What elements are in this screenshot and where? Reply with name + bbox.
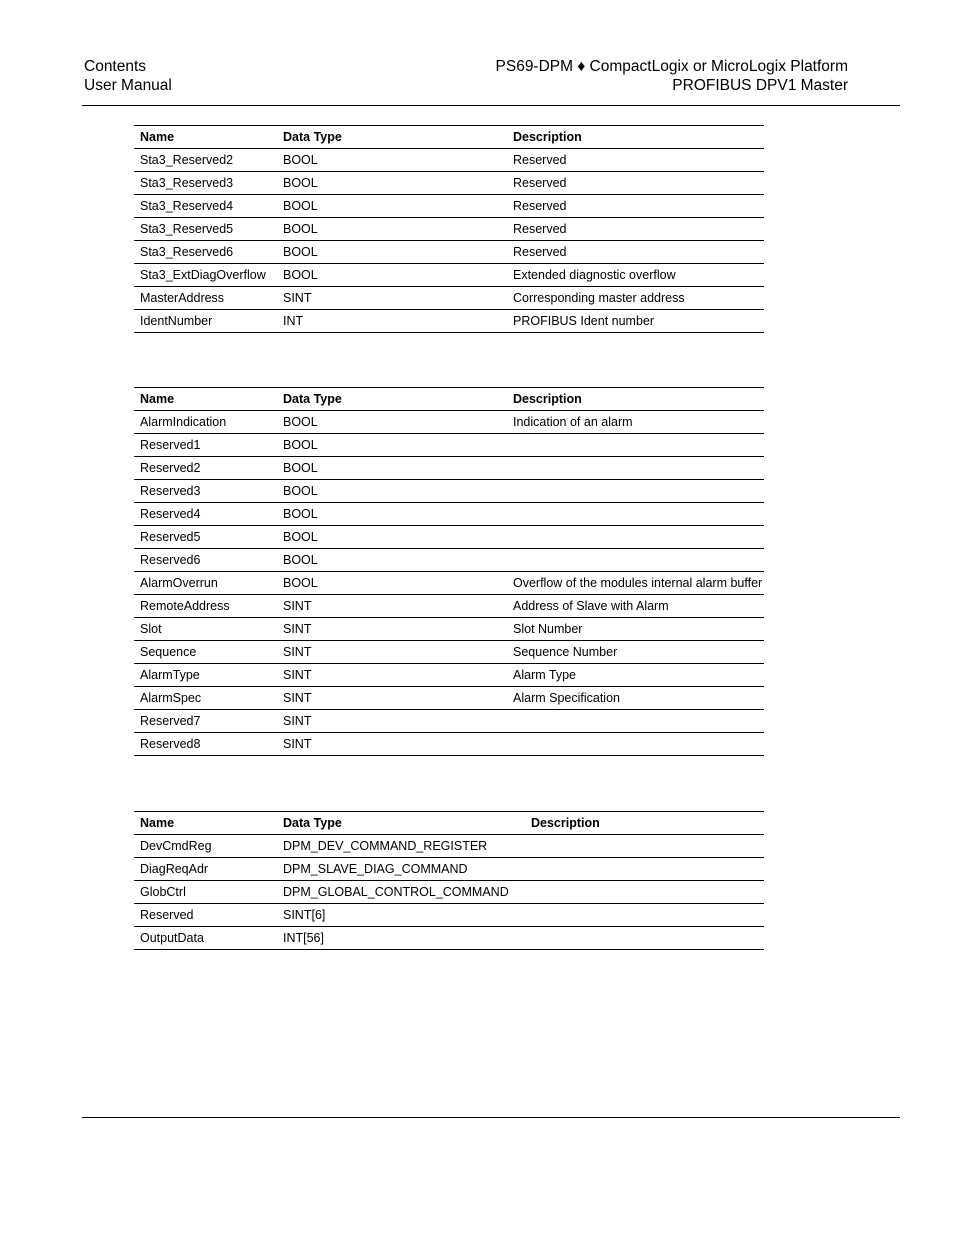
table-header-row	[134, 812, 764, 835]
cell-data-type: BOOL	[277, 264, 507, 287]
cell-data-type: BOOL	[277, 411, 507, 434]
cell-name: AlarmIndication	[134, 411, 277, 434]
cell-name: Sequence	[134, 641, 277, 664]
cell-data-type: SINT	[277, 664, 507, 687]
column-header: Data Type	[277, 812, 525, 835]
cell-description: Overflow of the modules internal alarm buffer	[507, 572, 764, 595]
cell-name: AlarmSpec	[134, 687, 277, 710]
cell-name: Reserved5	[134, 526, 277, 549]
data-table	[134, 125, 764, 333]
table-row	[134, 904, 764, 927]
table-row	[134, 687, 764, 710]
cell-data-type: DPM_GLOBAL_CONTROL_COMMAND	[277, 881, 525, 904]
cell-name: IdentNumber	[134, 310, 277, 333]
cell-data-type: DPM_DEV_COMMAND_REGISTER	[277, 835, 525, 858]
column-header: Description	[507, 126, 764, 149]
cell-data-type: SINT	[277, 287, 507, 310]
table-row	[134, 710, 764, 733]
cell-name: Reserved7	[134, 710, 277, 733]
cell-description	[507, 733, 764, 756]
cell-data-type: BOOL	[277, 218, 507, 241]
cell-description	[525, 927, 764, 950]
cell-description	[507, 434, 764, 457]
cell-data-type: BOOL	[277, 526, 507, 549]
header-product-title: PS69-DPM ♦ CompactLogix or MicroLogix Platform	[495, 58, 848, 75]
column-header: Name	[134, 126, 277, 149]
table-row	[134, 434, 764, 457]
cell-data-type: SINT	[277, 641, 507, 664]
cell-description: Reserved	[507, 149, 764, 172]
data-table	[134, 811, 764, 950]
cell-description: Sequence Number	[507, 641, 764, 664]
cell-name: Reserved3	[134, 480, 277, 503]
cell-name: Sta3_Reserved2	[134, 149, 277, 172]
cell-description: Slot Number	[507, 618, 764, 641]
cell-name: Slot	[134, 618, 277, 641]
cell-data-type: BOOL	[277, 241, 507, 264]
cell-name: Reserved1	[134, 434, 277, 457]
table-row	[134, 149, 764, 172]
cell-data-type: BOOL	[277, 457, 507, 480]
cell-description	[525, 835, 764, 858]
cell-name: AlarmType	[134, 664, 277, 687]
table-row	[134, 835, 764, 858]
cell-description: Indication of an alarm	[507, 411, 764, 434]
table-row	[134, 241, 764, 264]
cell-description: Reserved	[507, 241, 764, 264]
cell-data-type: BOOL	[277, 149, 507, 172]
cell-name: RemoteAddress	[134, 595, 277, 618]
data-table	[134, 387, 764, 756]
table-row	[134, 641, 764, 664]
table-row	[134, 480, 764, 503]
cell-name: Sta3_Reserved6	[134, 241, 277, 264]
header-right	[496, 57, 848, 95]
cell-description	[525, 904, 764, 927]
footer-divider	[82, 1117, 900, 1118]
table-row	[134, 572, 764, 595]
cell-data-type: SINT	[277, 733, 507, 756]
header-left	[84, 57, 172, 95]
header-document-type: User Manual	[84, 77, 172, 94]
cell-data-type: BOOL	[277, 572, 507, 595]
table-row	[134, 218, 764, 241]
column-header: Name	[134, 388, 277, 411]
table-header-row	[134, 388, 764, 411]
cell-name: Reserved8	[134, 733, 277, 756]
table-row	[134, 595, 764, 618]
table-header-row	[134, 126, 764, 149]
cell-data-type: BOOL	[277, 195, 507, 218]
cell-name: Reserved6	[134, 549, 277, 572]
cell-name: Sta3_ExtDiagOverflow	[134, 264, 277, 287]
cell-data-type: DPM_SLAVE_DIAG_COMMAND	[277, 858, 525, 881]
cell-description	[525, 858, 764, 881]
header-divider	[82, 105, 900, 106]
cell-name: AlarmOverrun	[134, 572, 277, 595]
cell-description	[507, 457, 764, 480]
cell-description	[507, 710, 764, 733]
cell-data-type: BOOL	[277, 549, 507, 572]
table-row	[134, 264, 764, 287]
cell-data-type: INT	[277, 310, 507, 333]
cell-description: Corresponding master address	[507, 287, 764, 310]
cell-description: Extended diagnostic overflow	[507, 264, 764, 287]
column-header: Data Type	[277, 388, 507, 411]
table-row	[134, 881, 764, 904]
table-row	[134, 549, 764, 572]
column-header: Name	[134, 812, 277, 835]
table-row	[134, 733, 764, 756]
cell-description: Reserved	[507, 218, 764, 241]
cell-description	[507, 526, 764, 549]
table-row	[134, 195, 764, 218]
table-row	[134, 310, 764, 333]
cell-data-type: SINT	[277, 687, 507, 710]
table-row	[134, 287, 764, 310]
cell-data-type: BOOL	[277, 434, 507, 457]
table-row	[134, 503, 764, 526]
cell-name: Sta3_Reserved5	[134, 218, 277, 241]
cell-description: Address of Slave with Alarm	[507, 595, 764, 618]
table-row	[134, 457, 764, 480]
cell-description	[507, 480, 764, 503]
cell-description	[525, 881, 764, 904]
cell-name: Sta3_Reserved3	[134, 172, 277, 195]
table-row	[134, 858, 764, 881]
cell-name: Reserved	[134, 904, 277, 927]
cell-name: Reserved4	[134, 503, 277, 526]
cell-name: OutputData	[134, 927, 277, 950]
cell-description: Alarm Type	[507, 664, 764, 687]
table-row	[134, 172, 764, 195]
cell-description: Reserved	[507, 172, 764, 195]
header-product-subtitle: PROFIBUS DPV1 Master	[672, 77, 848, 94]
table-row	[134, 411, 764, 434]
table-row	[134, 618, 764, 641]
cell-name: MasterAddress	[134, 287, 277, 310]
cell-data-type: SINT	[277, 595, 507, 618]
cell-data-type: SINT[6]	[277, 904, 525, 927]
cell-description	[507, 549, 764, 572]
cell-data-type: SINT	[277, 618, 507, 641]
cell-data-type: BOOL	[277, 480, 507, 503]
cell-name: GlobCtrl	[134, 881, 277, 904]
cell-data-type: SINT	[277, 710, 507, 733]
header-section-title: Contents	[84, 58, 147, 75]
cell-name: DiagReqAdr	[134, 858, 277, 881]
table-row	[134, 927, 764, 950]
cell-data-type: BOOL	[277, 503, 507, 526]
cell-data-type: INT[56]	[277, 927, 525, 950]
table-row	[134, 526, 764, 549]
cell-name: Sta3_Reserved4	[134, 195, 277, 218]
cell-data-type: BOOL	[277, 172, 507, 195]
column-header: Description	[507, 388, 764, 411]
cell-description	[507, 503, 764, 526]
cell-description: Alarm Specification	[507, 687, 764, 710]
cell-description: Reserved	[507, 195, 764, 218]
column-header: Description	[525, 812, 764, 835]
cell-name: DevCmdReg	[134, 835, 277, 858]
cell-description: PROFIBUS Ident number	[507, 310, 764, 333]
table-row	[134, 664, 764, 687]
cell-name: Reserved2	[134, 457, 277, 480]
column-header: Data Type	[277, 126, 507, 149]
